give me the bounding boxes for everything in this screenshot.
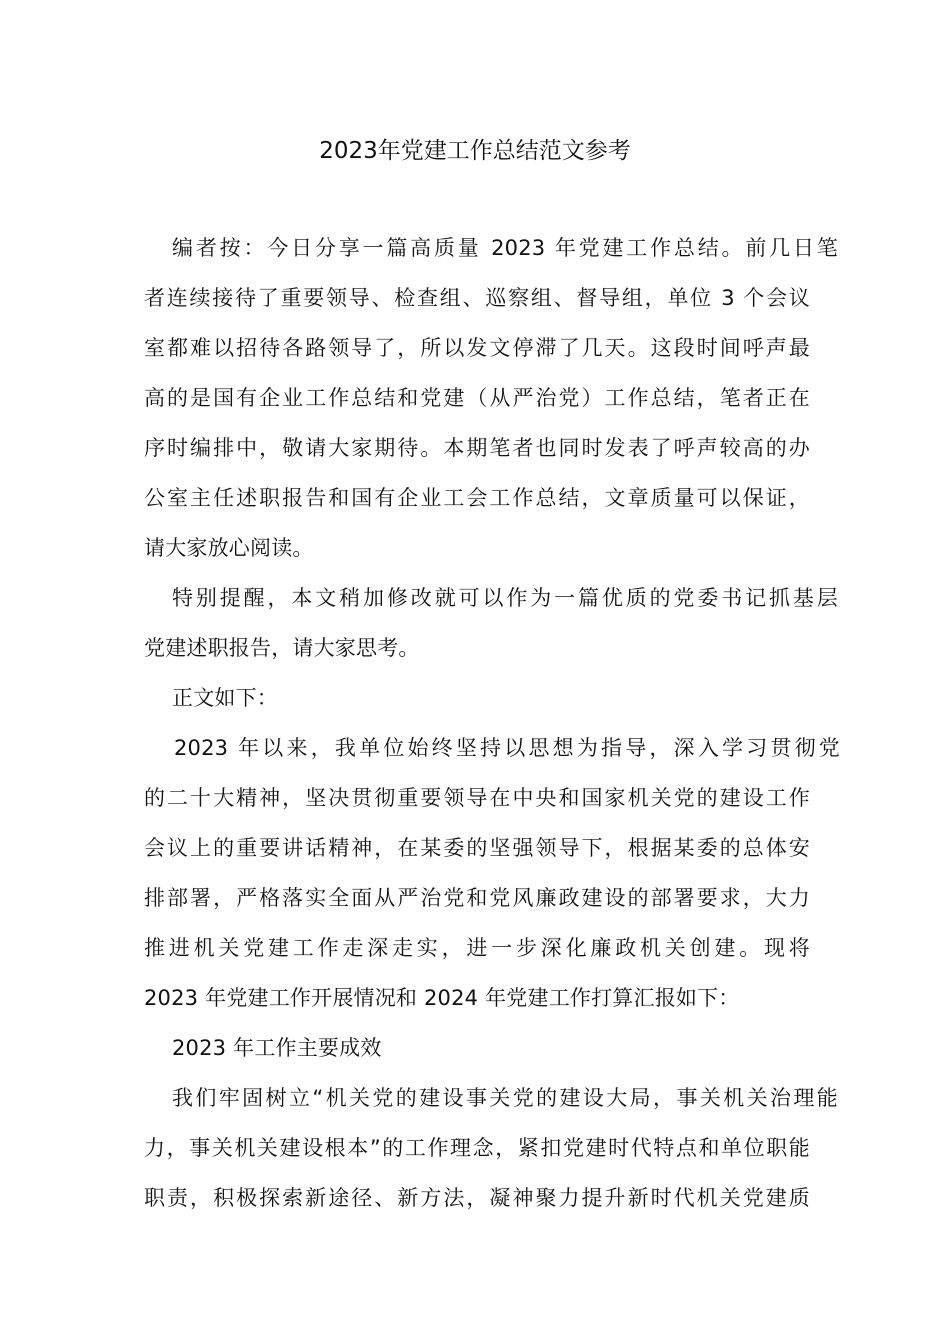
reminder-line-1: 特别提醒，本文稍加修改就可以作为一篇优质的党委书记抓基层 bbox=[172, 586, 838, 610]
editor-note-line-3: 室都难以招待各路领导了，所以发文停滞了几天。这段时间呼声最 bbox=[144, 336, 810, 360]
body-line-6: 2023 年党建工作开展情况和 2024 年党建工作打算汇报如下： bbox=[144, 986, 740, 1010]
editor-note-line-6: 公室主任述职报告和国有企业工会工作总结，文章质量可以保证， bbox=[144, 486, 810, 510]
main-text-heading: 正文如下： bbox=[172, 686, 278, 710]
body-line-4: 排部署，严格落实全面从严治党和党风廉政建设的部署要求，大力 bbox=[144, 886, 810, 910]
editor-note-line-1: 编者按：今日分享一篇高质量 2023 年党建工作总结。前几日笔 bbox=[172, 236, 838, 260]
body-line-7: 我们牢固树立“机关党的建设事关党的建设大局，事关机关治理能 bbox=[172, 1086, 838, 1110]
body-line-8: 力，事关机关建设根本”的工作理念，紧扣党建时代特点和单位职能 bbox=[144, 1136, 810, 1160]
editor-note-line-7: 请大家放心阅读。 bbox=[144, 536, 314, 560]
body-line-5: 推进机关党建工作走深走实，进一步深化廉政机关创建。现将 bbox=[144, 936, 810, 960]
body-line-3: 会议上的重要讲话精神，在某委的坚强领导下，根据某委的总体安 bbox=[144, 836, 810, 860]
editor-note-line-5: 序时编排中，敬请大家期待。本期笔者也同时发表了呼声较高的办 bbox=[144, 436, 810, 460]
reminder-line-2: 党建述职报告，请大家思考。 bbox=[144, 636, 420, 660]
body-line-9: 职责，积极探索新途径、新方法，凝神聚力提升新时代机关党建质 bbox=[144, 1186, 810, 1210]
editor-note-line-4: 高的是国有企业工作总结和党建（从严治党）工作总结，笔者正在 bbox=[144, 386, 810, 410]
document-title: 2023年党建工作总结范文参考 bbox=[319, 138, 631, 164]
body-line-2: 的二十大精神，坚决贯彻重要领导在中央和国家机关党的建设工作 bbox=[144, 786, 810, 810]
section-heading: 2023 年工作主要成效 bbox=[172, 1036, 382, 1060]
body-line-1: 2023 年以来，我单位始终坚持以思想为指导，深入学习贯彻党 bbox=[174, 736, 840, 760]
editor-note-line-2: 者连续接待了重要领导、检查组、巡察组、督导组，单位 3 个会议 bbox=[144, 286, 810, 310]
